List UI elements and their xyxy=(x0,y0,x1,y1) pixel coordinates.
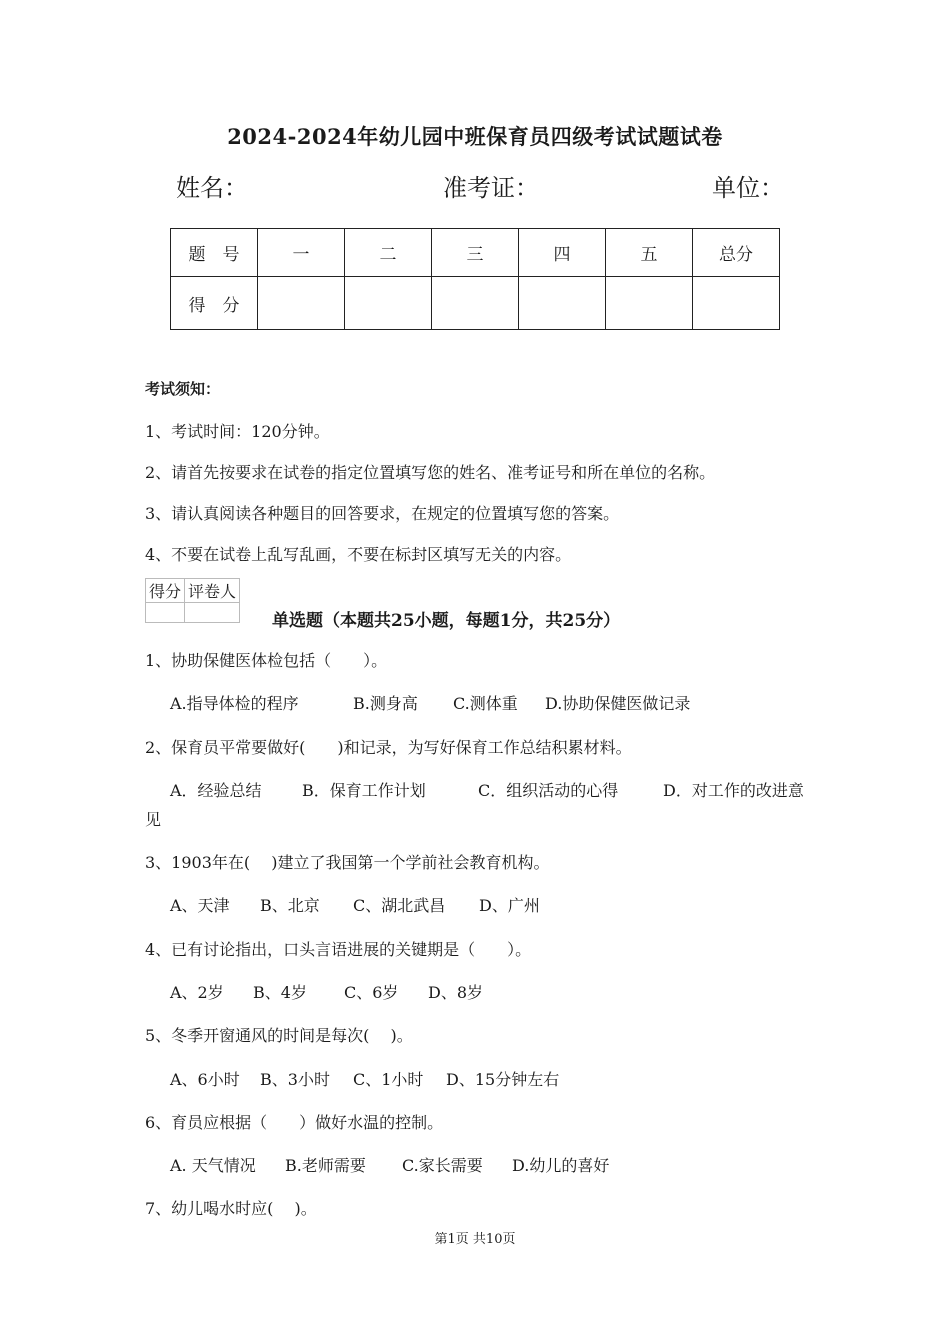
option[interactable]: B．保育工作计划 xyxy=(302,781,426,800)
option[interactable]: B、北京 xyxy=(260,896,320,915)
option[interactable]: B.测身高 xyxy=(353,694,418,713)
score-table xyxy=(170,228,780,330)
option[interactable]: A、天津 xyxy=(170,896,230,915)
option[interactable]: A．经验总结 xyxy=(170,781,262,800)
option[interactable]: D、8岁 xyxy=(428,983,484,1002)
score-table-header-cell: 五 xyxy=(606,229,693,277)
score-cell[interactable] xyxy=(258,277,345,330)
grader-box xyxy=(145,578,240,623)
grader-score-label: 得分 xyxy=(146,579,185,603)
score-cell[interactable] xyxy=(606,277,693,330)
question-stem: 2、保育员平常要做好( )和记录，为写好保育工作总结积累材料。 xyxy=(145,738,632,757)
page-footer: 第1页 共10页 xyxy=(434,1232,516,1247)
score-cell[interactable] xyxy=(519,277,606,330)
option[interactable]: D.协助保健医做记录 xyxy=(545,694,691,713)
option[interactable]: A.指导体检的程序 xyxy=(170,694,299,713)
question-stem: 3、1903年在( )建立了我国第一个学前社会教育机构。 xyxy=(145,853,550,872)
option[interactable]: A、6小时 xyxy=(170,1070,240,1089)
option[interactable]: C、湖北武昌 xyxy=(353,896,446,915)
note-item: 2、请首先按要求在试卷的指定位置填写您的姓名、准考证号和所在单位的名称。 xyxy=(145,463,716,482)
option[interactable]: C.测体重 xyxy=(453,694,518,713)
option[interactable]: C．组织活动的心得 xyxy=(478,781,619,800)
score-table-header-cell: 总分 xyxy=(693,229,780,277)
option[interactable]: D、15分钟左右 xyxy=(446,1070,560,1089)
option[interactable]: C、1小时 xyxy=(353,1070,424,1089)
grader-name-cell[interactable] xyxy=(185,603,240,623)
score-table-header-cell: 题 号 xyxy=(171,229,258,277)
score-table-header-cell: 三 xyxy=(432,229,519,277)
score-table-score-row xyxy=(171,277,780,330)
grader-name-label: 评卷人 xyxy=(185,579,240,603)
question-stem: 4、已有讨论指出，口头言语进展的关键期是（ ）。 xyxy=(145,940,532,959)
question-stem: 7、幼儿喝水时应( )。 xyxy=(145,1199,317,1218)
score-table-header-cell: 一 xyxy=(258,229,345,277)
note-item: 3、请认真阅读各种题目的回答要求，在规定的位置填写您的答案。 xyxy=(145,504,620,523)
name-field-label: 姓名： xyxy=(176,174,248,202)
score-cell[interactable] xyxy=(432,277,519,330)
question-stem: 5、冬季开窗通风的时间是每次( )。 xyxy=(145,1026,413,1045)
option-wrap-text: 见 xyxy=(145,810,162,829)
option[interactable]: B.老师需要 xyxy=(285,1156,366,1175)
section-title: 单选题（本题共25小题，每题1分，共25分） xyxy=(272,611,621,631)
option[interactable]: B、3小时 xyxy=(260,1070,330,1089)
option[interactable]: A. 天气情况 xyxy=(170,1156,256,1175)
exam-id-field-label: 准考证： xyxy=(443,174,539,202)
grader-score-cell[interactable] xyxy=(146,603,185,623)
note-item: 4、不要在试卷上乱写乱画，不要在标封区填写无关的内容。 xyxy=(145,545,572,564)
score-table-header-row xyxy=(171,229,780,277)
note-item: 1、考试时间：120分钟。 xyxy=(145,422,330,441)
unit-field-label: 单位： xyxy=(712,174,784,202)
question-stem: 6、育员应根据（ ）做好水温的控制。 xyxy=(145,1113,444,1132)
question-stem: 1、协助保健医体检包括（ ）。 xyxy=(145,651,388,670)
option[interactable]: D、广州 xyxy=(479,896,540,915)
option[interactable]: C.家长需要 xyxy=(402,1156,483,1175)
option[interactable]: D.幼儿的喜好 xyxy=(512,1156,610,1175)
option[interactable]: C、6岁 xyxy=(344,983,399,1002)
score-cell[interactable] xyxy=(345,277,432,330)
notes-title: 考试须知： xyxy=(145,380,221,398)
page-title: 2024-2024年幼儿园中班保育员四级考试试题试卷 xyxy=(227,124,723,149)
score-table-header-cell: 四 xyxy=(519,229,606,277)
option[interactable]: B、4岁 xyxy=(253,983,307,1002)
score-cell[interactable] xyxy=(693,277,780,330)
option[interactable]: A、2岁 xyxy=(170,983,224,1002)
option[interactable]: D．对工作的改进意 xyxy=(663,781,804,800)
score-table-row-label: 得 分 xyxy=(171,277,258,330)
score-table-header-cell: 二 xyxy=(345,229,432,277)
